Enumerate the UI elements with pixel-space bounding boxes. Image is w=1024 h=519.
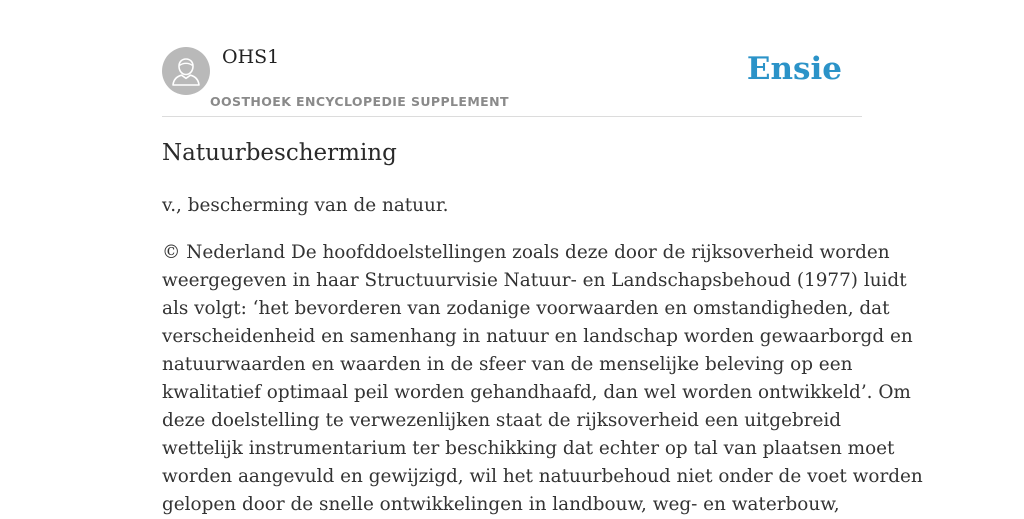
paragraph-line: gelopen door de snelle ontwikkelingen in landbouw, weg- en waterbouw,: [162, 494, 840, 515]
paragraph-line: worden aangevuld en gewijzigd, wil het natuurbehoud niet onder de voet worden: [162, 466, 923, 487]
brand-logo[interactable]: Ensie: [746, 51, 842, 87]
source-label[interactable]: OOSTHOEK ENCYCLOPEDIE SUPPLEMENT: [210, 94, 509, 109]
paragraph-line: kwalitatief optimaal peil worden gehandhaafd, dan wel worden ontwikkeld’. Om: [162, 382, 911, 403]
header: [162, 0, 862, 117]
paragraph-line: deze doelstelling te verwezenlijken staat de rijksoverheid een uitgebreid: [162, 410, 842, 431]
paragraph-line: wettelijk instrumentarium ter beschikking dat echter op tal van plaatsen moet: [162, 438, 895, 459]
paragraph-line: © Nederland De hoofddoelstellingen zoals deze door de rijksoverheid worden: [162, 242, 890, 263]
article-definition: v., bescherming van de natuur.: [162, 195, 449, 216]
paragraph-line: natuurwaarden en waarden in de sfeer van de menselijke beleving op een: [162, 354, 853, 375]
paragraph-line: als volgt: ‘het bevorderen van zodanige voorwaarden en omstandigheden, dat: [162, 298, 890, 319]
user-silhouette-icon: [162, 47, 210, 95]
author-name[interactable]: OHS1: [222, 46, 280, 68]
article-title: Natuurbescherming: [162, 140, 397, 166]
article-paragraph: [162, 239, 923, 519]
paragraph-line: verscheidenheid en samenhang in natuur en landschap worden gewaarborgd en: [162, 326, 913, 347]
page: [162, 0, 923, 515]
paragraph-line: weergegeven in haar Structuurvisie Natuur- en Landschapsbehoud (1977) luidt: [162, 270, 907, 291]
author-avatar[interactable]: [162, 47, 210, 95]
